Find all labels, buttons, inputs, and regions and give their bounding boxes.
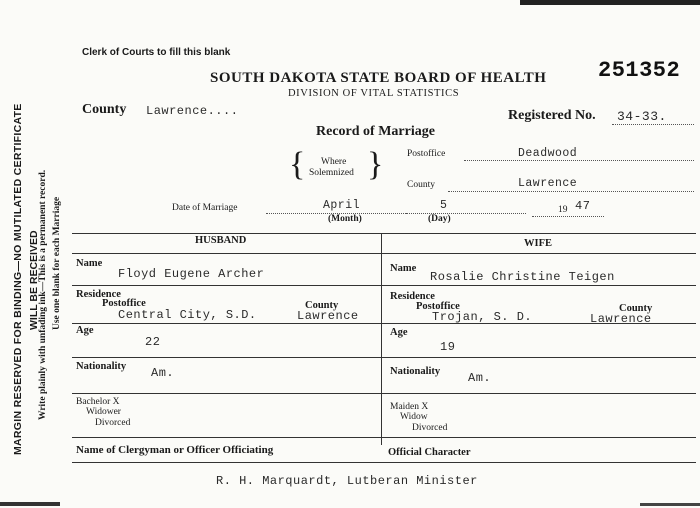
date-of-marriage-label: Date of Marriage [172, 203, 238, 213]
county-label: County [82, 102, 127, 117]
name-row-rule [72, 285, 696, 286]
wife-name-label: Name [390, 263, 417, 274]
registered-underline [612, 124, 694, 125]
certificate-number: 251352 [598, 58, 681, 83]
officiant-row-rule [72, 462, 696, 463]
scan-edge-mark-bottom-2 [640, 503, 700, 506]
husband-postoffice: Central City, S.D. [118, 308, 257, 322]
wife-nationality: Am. [468, 371, 492, 385]
where-label: Where [321, 157, 347, 167]
scan-edge-mark [520, 0, 700, 5]
husband-status-divorced: Divorced [95, 418, 131, 428]
record-title: Record of Marriage [316, 124, 435, 139]
postoffice-underline [464, 160, 694, 161]
one-blank-instruction: Use one blank for each Marriage [52, 196, 62, 330]
registered-label: Registered No. [508, 108, 596, 123]
marriage-month: April [323, 199, 361, 212]
right-brace: } [367, 146, 384, 183]
day-caption: (Day) [428, 214, 451, 224]
wife-status-divorced: Divorced [412, 423, 448, 433]
postoffice-value: Deadwood [518, 147, 578, 160]
year-underline [532, 216, 604, 217]
month-caption: (Month) [328, 214, 362, 224]
official-character-label: Official Character [388, 447, 471, 458]
marriage-day: 5 [440, 199, 448, 212]
wife-age: 19 [440, 340, 456, 354]
husband-heading: HUSBAND [195, 235, 247, 246]
binding-margin-notice: MARGIN RESERVED FOR BINDING—NO MUTILATED CERTIFICATE [12, 103, 24, 455]
board-title: SOUTH DAKOTA STATE BOARD OF HEALTH [210, 70, 547, 86]
husband-name-label: Name [76, 258, 103, 269]
officiant-value: R. H. Marquardt, Lutberan Minister [216, 474, 478, 488]
wife-residence-label: Residence [390, 291, 435, 302]
wife-heading: WIFE [524, 238, 553, 249]
registered-value: 34-33. [617, 109, 667, 124]
husband-age: 22 [145, 335, 161, 349]
status-row-rule [72, 437, 696, 438]
day-underline [406, 213, 526, 214]
table-center-divider [381, 233, 382, 445]
table-header-rule [72, 253, 696, 254]
husband-age-label: Age [76, 325, 94, 336]
scan-edge-mark-bottom [0, 502, 60, 506]
nationality-row-rule [72, 393, 696, 394]
year-prefix: 19 [558, 205, 568, 215]
wife-county-label: County [619, 303, 653, 314]
husband-postoffice-label: Postoffice [102, 298, 146, 309]
binding-margin-notice-2: WILL BE RECEIVED [28, 230, 40, 330]
table-top-rule [72, 233, 696, 234]
wife-name: Rosalie Christine Teigen [430, 270, 615, 284]
wife-postoffice-label: Postoffice [416, 301, 460, 312]
clerk-note: Clerk of Courts to fill this blank [82, 47, 231, 58]
solemnized-county-underline [448, 191, 694, 192]
wife-status-widow: Widow [400, 412, 428, 422]
husband-name: Floyd Eugene Archer [118, 267, 265, 281]
wife-nationality-label: Nationality [390, 366, 441, 377]
husband-county: Lawrence [297, 309, 359, 323]
husband-nationality: Am. [151, 366, 175, 380]
solemnized-label: Solemnized [309, 168, 354, 178]
division-title: DIVISION OF VITAL STATISTICS [288, 88, 460, 99]
county-value: Lawrence.... [146, 104, 239, 118]
husband-county-label: County [305, 300, 339, 311]
wife-postoffice: Trojan, S. D. [432, 310, 533, 324]
left-brace: { [289, 146, 306, 183]
officiant-label: Name of Clergyman or Officer Officiating [76, 444, 274, 456]
husband-status-bachelor: Bachelor X [76, 397, 120, 407]
wife-age-label: Age [390, 327, 408, 338]
year-suffix: 47 [575, 199, 591, 213]
husband-residence-label: Residence [76, 289, 121, 300]
postoffice-label: Postoffice [407, 149, 446, 159]
solemnized-county-value: Lawrence [518, 177, 578, 190]
wife-county: Lawrence [590, 312, 652, 326]
husband-status-widower: Widower [86, 407, 121, 417]
age-row-rule [72, 357, 696, 358]
husband-nationality-label: Nationality [76, 361, 127, 372]
wife-status-maiden: Maiden X [390, 402, 429, 412]
ink-instruction: Write plainly with unfading ink—This is a permanent record. [38, 169, 48, 420]
solemnized-county-label: County [407, 180, 435, 190]
